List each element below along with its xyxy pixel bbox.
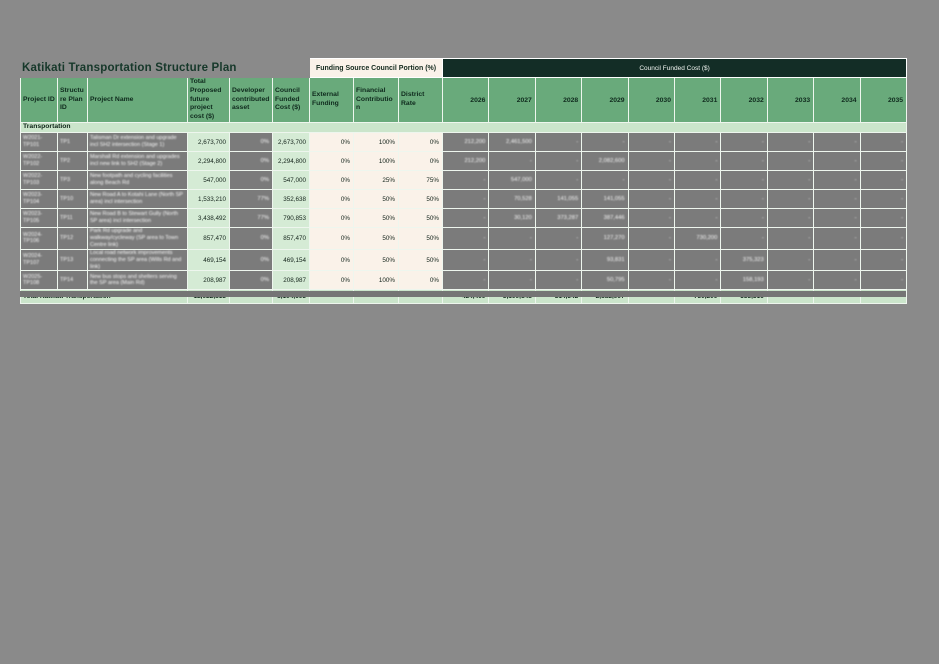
cell-developer-contributed: 0% xyxy=(230,152,273,171)
table-row xyxy=(21,133,907,152)
cell-year-2030: - xyxy=(628,152,674,171)
cell-developer-contributed: 77% xyxy=(230,209,273,228)
cell-council-funded: 2,294,800 xyxy=(273,152,310,171)
cell-developer-contributed: 0% xyxy=(230,228,273,250)
col-header-structure-plan-id: Structure Plan ID xyxy=(58,78,88,123)
cell-year-2028: - xyxy=(535,152,581,171)
cell-year-2028: - xyxy=(535,249,581,271)
cell-year-2031: - xyxy=(674,271,720,290)
cell-total-proposed: 469,154 xyxy=(188,249,230,271)
cell-external-funding: 0% xyxy=(310,133,354,152)
cell-year-2027: 70,528 xyxy=(489,190,535,209)
cell-year-2027: 30,120 xyxy=(489,209,535,228)
cell-council-funded: 547,000 xyxy=(273,171,310,190)
cell-year-2027: - xyxy=(489,249,535,271)
cell-year-2030: - xyxy=(628,190,674,209)
project-id-line2: TP107 xyxy=(23,260,40,267)
table-row xyxy=(21,190,907,209)
cell-year-2029: - xyxy=(582,133,628,152)
cell-structure-plan-id: TP14 xyxy=(58,271,88,290)
cell-project-id xyxy=(21,190,58,209)
table-row xyxy=(21,209,907,228)
cell-district-rate: 50% xyxy=(399,209,443,228)
cell-developer-contributed: 0% xyxy=(230,249,273,271)
table-row xyxy=(21,249,907,271)
cell-year-2035: - xyxy=(860,171,907,190)
cell-district-rate: 0% xyxy=(399,133,443,152)
cell-year-2028: - xyxy=(535,271,581,290)
cell-year-2030: - xyxy=(628,209,674,228)
cell-total-proposed: 208,987 xyxy=(188,271,230,290)
page-title: Katikati Transportation Structure Plan xyxy=(22,62,237,74)
cell-year-2029: 50,795 xyxy=(582,271,628,290)
cell-year-2034: - xyxy=(814,152,860,171)
cell-year-2029: 387,446 xyxy=(582,209,628,228)
cell-year-2035: - xyxy=(860,133,907,152)
cell-council-funded: 790,853 xyxy=(273,209,310,228)
cell-external-funding: 0% xyxy=(310,249,354,271)
cell-year-2026: 212,200 xyxy=(443,152,489,171)
cell-year-2031: - xyxy=(674,171,720,190)
cell-project-id xyxy=(21,209,58,228)
project-id-line2: TP102 xyxy=(23,161,40,168)
cell-year-2034: - xyxy=(814,171,860,190)
cell-financial-contribution: 50% xyxy=(354,209,399,228)
cell-project-name: New Road A to Kotahi Lane (North SP area) incl intersection xyxy=(88,190,188,209)
cell-year-2027: - xyxy=(489,152,535,171)
table-row xyxy=(21,228,907,250)
cell-year-2027: 547,000 xyxy=(489,171,535,190)
cell-year-2027: - xyxy=(489,228,535,250)
table-bottom-edge xyxy=(20,291,906,297)
cell-year-2031: - xyxy=(674,133,720,152)
year-header-2027: 2027 xyxy=(489,78,535,123)
cell-year-2034: - xyxy=(814,249,860,271)
cell-total-proposed: 2,673,700 xyxy=(188,133,230,152)
cell-year-2027: - xyxy=(489,271,535,290)
col-header-financial-contribution: Financial Contribution xyxy=(354,78,399,123)
cell-year-2031: - xyxy=(674,190,720,209)
project-id-line1: W2023- xyxy=(23,211,43,218)
cell-year-2035: - xyxy=(860,209,907,228)
cell-year-2034: - xyxy=(814,228,860,250)
cell-year-2029: 141,055 xyxy=(582,190,628,209)
cell-structure-plan-id: TP2 xyxy=(58,152,88,171)
cell-year-2028: - xyxy=(535,133,581,152)
cell-year-2032: - xyxy=(721,133,767,152)
cell-year-2031: - xyxy=(674,152,720,171)
cell-project-id xyxy=(21,133,58,152)
cell-year-2035: - xyxy=(860,152,907,171)
year-header-2032: 2032 xyxy=(721,78,767,123)
col-header-total-proposed: Total Proposed future project cost ($) xyxy=(188,78,230,123)
project-id-line2: TP106 xyxy=(23,238,40,245)
cell-total-proposed: 1,533,210 xyxy=(188,190,230,209)
cell-year-2026: - xyxy=(443,228,489,250)
cell-project-id xyxy=(21,171,58,190)
cell-year-2032: 158,193 xyxy=(721,271,767,290)
cell-council-funded: 2,673,700 xyxy=(273,133,310,152)
cell-financial-contribution: 100% xyxy=(354,271,399,290)
table-row xyxy=(21,171,907,190)
cell-project-id xyxy=(21,152,58,171)
project-id-line1: W2022- xyxy=(23,173,43,180)
cell-total-proposed: 547,000 xyxy=(188,171,230,190)
cell-year-2030: - xyxy=(628,133,674,152)
year-header-2030: 2030 xyxy=(628,78,674,123)
cell-structure-plan-id: TP10 xyxy=(58,190,88,209)
cell-year-2026: - xyxy=(443,249,489,271)
project-id-line1: W2022- xyxy=(23,154,43,161)
cell-year-2028: 373,287 xyxy=(535,209,581,228)
cell-district-rate: 50% xyxy=(399,228,443,250)
cell-council-funded: 208,987 xyxy=(273,271,310,290)
year-header-2034: 2034 xyxy=(814,78,860,123)
cell-year-2030: - xyxy=(628,228,674,250)
cell-district-rate: 50% xyxy=(399,190,443,209)
year-header-2035: 2035 xyxy=(860,78,907,123)
cell-developer-contributed: 77% xyxy=(230,190,273,209)
cell-external-funding: 0% xyxy=(310,209,354,228)
table-row xyxy=(21,152,907,171)
cell-council-funded: 469,154 xyxy=(273,249,310,271)
cell-district-rate: 50% xyxy=(399,249,443,271)
cell-project-id xyxy=(21,228,58,250)
cell-year-2028: 141,055 xyxy=(535,190,581,209)
project-id-line2: TP101 xyxy=(23,142,40,149)
cell-year-2026: - xyxy=(443,190,489,209)
cell-council-funded: 352,638 xyxy=(273,190,310,209)
cell-structure-plan-id: TP12 xyxy=(58,228,88,250)
cell-year-2028: - xyxy=(535,228,581,250)
cell-developer-contributed: 0% xyxy=(230,133,273,152)
cell-year-2035: - xyxy=(860,271,907,290)
cell-year-2031: - xyxy=(674,209,720,228)
col-header-council-funded: Council Funded Cost ($) xyxy=(273,78,310,123)
cell-external-funding: 0% xyxy=(310,190,354,209)
band-council-funded-cost: Council Funded Cost ($) xyxy=(443,59,907,78)
cell-year-2033: - xyxy=(767,152,813,171)
cell-year-2030: - xyxy=(628,171,674,190)
cell-external-funding: 0% xyxy=(310,171,354,190)
cell-year-2026: - xyxy=(443,209,489,228)
cell-project-id xyxy=(21,271,58,290)
cell-year-2030: - xyxy=(628,249,674,271)
year-header-2029: 2029 xyxy=(582,78,628,123)
cell-developer-contributed: 0% xyxy=(230,171,273,190)
cell-year-2034: - xyxy=(814,133,860,152)
cell-year-2032: - xyxy=(721,190,767,209)
cell-year-2033: - xyxy=(767,190,813,209)
cell-project-name: New bus stops and shelters serving the SP area (Main Rd) xyxy=(88,271,188,290)
cell-project-name: New Road B to Stewart Gully (North SP area) incl intersection xyxy=(88,209,188,228)
cell-financial-contribution: 100% xyxy=(354,133,399,152)
project-id-line2: TP104 xyxy=(23,199,40,206)
cell-year-2033: - xyxy=(767,228,813,250)
cell-year-2031: 730,200 xyxy=(674,228,720,250)
project-id-line2: TP103 xyxy=(23,180,40,187)
band-funding-source: Funding Source Council Portion (%) xyxy=(310,59,443,78)
cell-year-2035: - xyxy=(860,249,907,271)
col-header-external-funding: External Funding xyxy=(310,78,354,123)
cell-external-funding: 0% xyxy=(310,271,354,290)
funding-table xyxy=(20,58,907,304)
cell-year-2032: - xyxy=(721,152,767,171)
cell-financial-contribution: 25% xyxy=(354,171,399,190)
structure-plan-table xyxy=(20,58,907,304)
cell-year-2029: 127,270 xyxy=(582,228,628,250)
cell-year-2028: - xyxy=(535,171,581,190)
project-id-line1: W2021- xyxy=(23,135,43,142)
cell-project-name: Talisman Dr extension and upgrade incl SH2 intersection (Stage 1) xyxy=(88,133,188,152)
cell-year-2029: 93,831 xyxy=(582,249,628,271)
cell-year-2033: - xyxy=(767,209,813,228)
cell-structure-plan-id: TP13 xyxy=(58,249,88,271)
cell-project-name: New footpath and cycling facilities along Beach Rd xyxy=(88,171,188,190)
cell-year-2029: 2,082,600 xyxy=(582,152,628,171)
year-header-2033: 2033 xyxy=(767,78,813,123)
cell-year-2033: - xyxy=(767,271,813,290)
cell-year-2032: - xyxy=(721,171,767,190)
cell-district-rate: 0% xyxy=(399,152,443,171)
col-header-project-name: Project Name xyxy=(88,78,188,123)
col-header-project-id: Project ID xyxy=(21,78,58,123)
cell-year-2032: - xyxy=(721,228,767,250)
cell-financial-contribution: 50% xyxy=(354,228,399,250)
cell-total-proposed: 857,470 xyxy=(188,228,230,250)
cell-council-funded: 857,470 xyxy=(273,228,310,250)
section-label-transportation: Transportation xyxy=(21,123,907,133)
project-id-line1: W2025- xyxy=(23,273,43,280)
cell-project-name: Local road network improvements connecting the SP area (Wills Rd and link) xyxy=(88,249,188,271)
project-id-line2: TP105 xyxy=(23,218,40,225)
cell-project-name: Park Rd upgrade and walkway/cycleway (SP area to Town Centre link) xyxy=(88,228,188,250)
cell-external-funding: 0% xyxy=(310,152,354,171)
project-id-line1: W2024- xyxy=(23,253,43,260)
cell-financial-contribution: 100% xyxy=(354,152,399,171)
cell-year-2032: - xyxy=(721,209,767,228)
year-header-2028: 2028 xyxy=(535,78,581,123)
cell-structure-plan-id: TP11 xyxy=(58,209,88,228)
cell-district-rate: 75% xyxy=(399,171,443,190)
cell-year-2027: 2,461,500 xyxy=(489,133,535,152)
cell-year-2035: - xyxy=(860,190,907,209)
cell-year-2026: 212,200 xyxy=(443,133,489,152)
cell-financial-contribution: 50% xyxy=(354,249,399,271)
project-id-line1: W2023- xyxy=(23,192,43,199)
cell-year-2034: - xyxy=(814,190,860,209)
cell-year-2026: - xyxy=(443,171,489,190)
project-id-line1: W2024- xyxy=(23,231,43,238)
cell-year-2029: - xyxy=(582,171,628,190)
cell-structure-plan-id: TP3 xyxy=(58,171,88,190)
cell-year-2031: - xyxy=(674,249,720,271)
cell-developer-contributed: 0% xyxy=(230,271,273,290)
cell-year-2034: - xyxy=(814,271,860,290)
cell-total-proposed: 2,294,800 xyxy=(188,152,230,171)
cell-year-2030: - xyxy=(628,271,674,290)
cell-year-2033: - xyxy=(767,171,813,190)
cell-district-rate: 0% xyxy=(399,271,443,290)
cell-year-2032: 375,323 xyxy=(721,249,767,271)
year-header-2026: 2026 xyxy=(443,78,489,123)
cell-year-2035: - xyxy=(860,228,907,250)
col-header-district-rate: District Rate xyxy=(399,78,443,123)
project-id-line2: TP108 xyxy=(23,280,40,287)
col-header-developer-contributed: Developer contributed asset xyxy=(230,78,273,123)
year-header-2031: 2031 xyxy=(674,78,720,123)
cell-project-id xyxy=(21,249,58,271)
cell-year-2033: - xyxy=(767,133,813,152)
cell-project-name: Marshall Rd extension and upgrades incl new link to SH2 (Stage 2) xyxy=(88,152,188,171)
cell-external-funding: 0% xyxy=(310,228,354,250)
cell-year-2034: - xyxy=(814,209,860,228)
cell-year-2026: - xyxy=(443,271,489,290)
cell-financial-contribution: 50% xyxy=(354,190,399,209)
cell-structure-plan-id: TP1 xyxy=(58,133,88,152)
cell-total-proposed: 3,438,492 xyxy=(188,209,230,228)
table-row xyxy=(21,271,907,290)
cell-year-2033: - xyxy=(767,249,813,271)
